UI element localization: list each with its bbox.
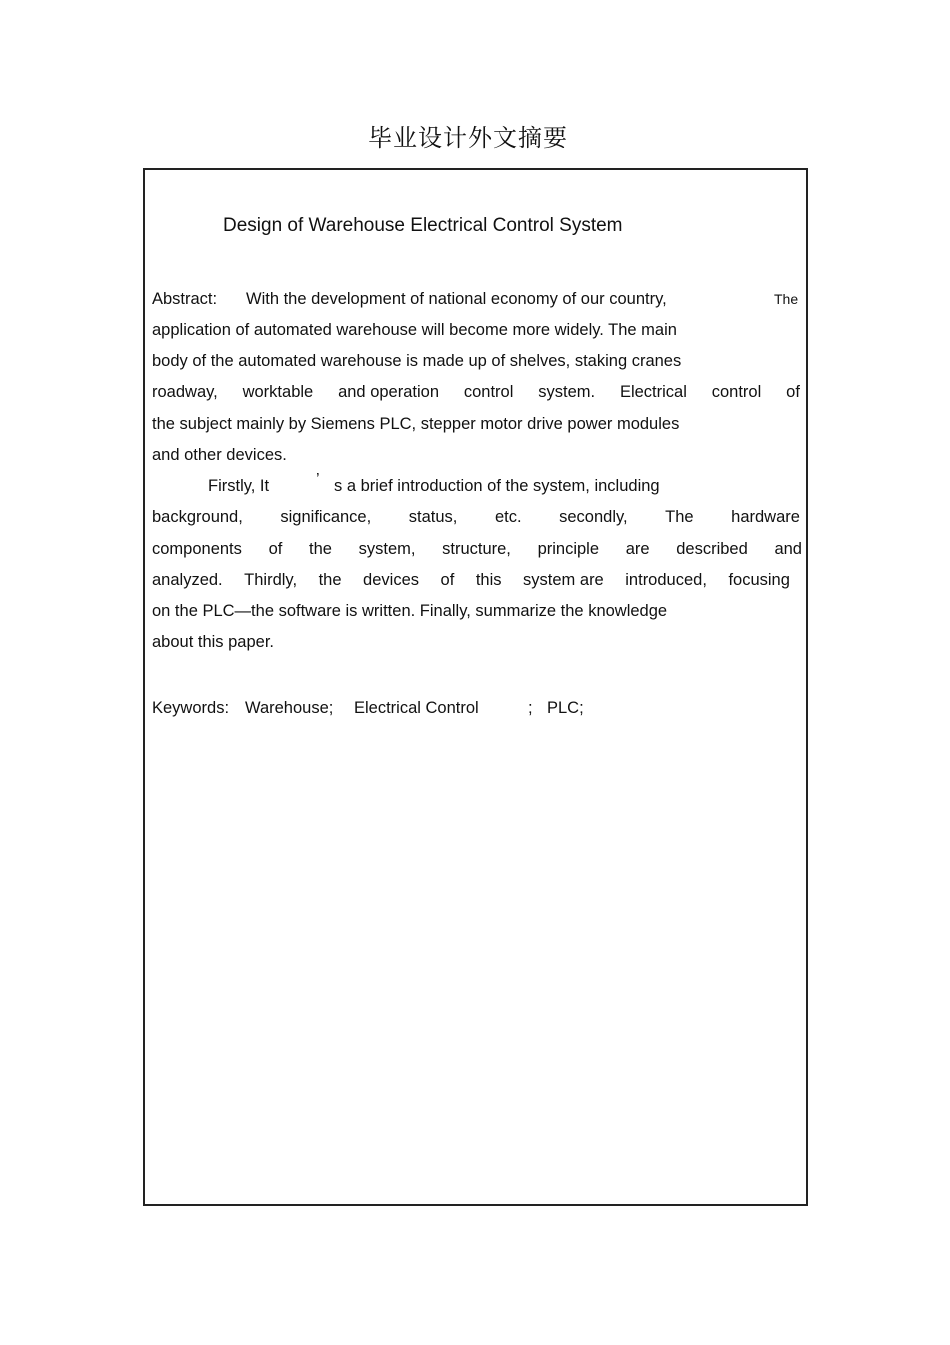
- word: the: [309, 540, 332, 558]
- abstract-line-4: [152, 382, 800, 402]
- word: system are: [523, 571, 604, 589]
- word: status,: [408, 508, 458, 526]
- apostrophe: ’: [316, 471, 320, 488]
- abstract-line-2: application of automated warehouse will become more widely. The main: [152, 321, 677, 339]
- word: and operation: [338, 383, 439, 401]
- abstract-line-10: [152, 570, 790, 590]
- word: secondly,: [559, 508, 628, 526]
- abstract-line-7-start: Firstly, It: [208, 477, 270, 495]
- keyword-electrical-control: Electrical Control: [354, 699, 479, 717]
- page-heading: 毕业设计外文摘要: [368, 124, 568, 152]
- document-title: Design of Warehouse Electrical Control System: [223, 215, 623, 236]
- abstract-line-12: about this paper.: [152, 633, 275, 651]
- word: hardware: [731, 508, 800, 526]
- word: of: [786, 383, 800, 401]
- word: system.: [538, 383, 596, 401]
- word: Thirdly,: [244, 571, 298, 589]
- word: components: [152, 540, 242, 558]
- word: principle: [537, 540, 600, 558]
- abstract-line-11: on the PLC—the software is written. Finally, summarize the knowledge: [152, 602, 668, 620]
- word: etc.: [494, 508, 522, 526]
- word: described: [676, 540, 748, 558]
- word: roadway,: [152, 383, 218, 401]
- abstract-line-1-text: With the development of national economy of our country,: [246, 290, 667, 308]
- word: focusing: [728, 571, 790, 589]
- word: introduced,: [625, 571, 707, 589]
- word: significance,: [280, 508, 372, 526]
- word: background,: [152, 508, 243, 526]
- word: of: [268, 540, 283, 558]
- word: worktable: [242, 383, 314, 401]
- word: devices: [363, 571, 419, 589]
- word: control: [711, 383, 762, 401]
- abstract-line-3: body of the automated warehouse is made up of shelves, staking cranes: [152, 352, 682, 370]
- abstract-line-9: [152, 539, 802, 559]
- word: are: [625, 540, 650, 558]
- word: and: [774, 540, 802, 558]
- abstract-line-6: and other devices.: [152, 446, 287, 464]
- abstract-line-1-end: The: [774, 291, 799, 307]
- keyword-warehouse: Warehouse;: [245, 699, 334, 717]
- word: the: [318, 571, 342, 589]
- word: structure,: [442, 540, 511, 558]
- word: of: [440, 571, 455, 589]
- word: Electrical: [619, 383, 687, 401]
- abstract-frame: [143, 168, 808, 1206]
- word: control: [463, 383, 514, 401]
- abstract-line-7-end: s a brief introduction of the system, including: [334, 477, 660, 495]
- abstract-line-5: the subject mainly by Siemens PLC, stepper motor drive power modules: [152, 415, 680, 433]
- abstract-line-8: [152, 507, 800, 527]
- keywords-label: Keywords:: [152, 699, 230, 717]
- keyword-plc: PLC;: [547, 699, 584, 717]
- word: system,: [358, 540, 416, 558]
- abstract-line-1: [152, 289, 217, 309]
- word: The: [665, 508, 694, 526]
- word: analyzed.: [152, 571, 223, 589]
- word: this: [475, 571, 502, 589]
- abstract-label: Abstract:: [152, 290, 218, 308]
- keyword-separator: ;: [528, 699, 533, 717]
